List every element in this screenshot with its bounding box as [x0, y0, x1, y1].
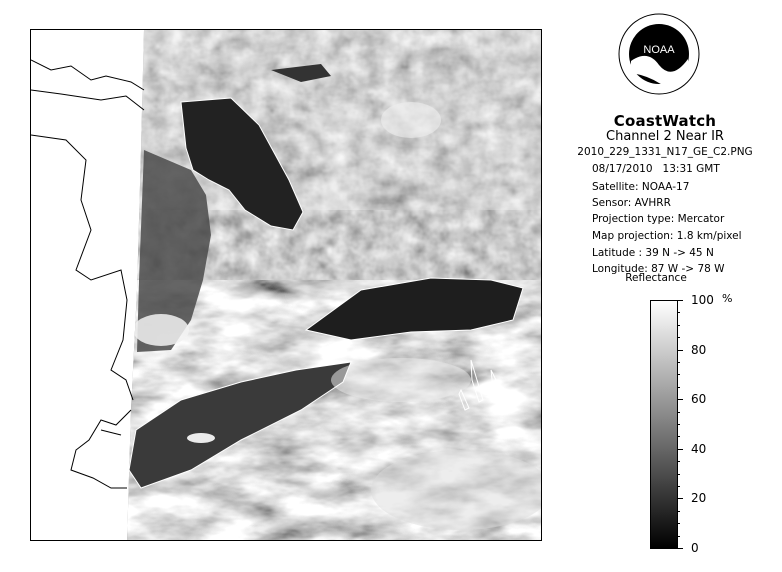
colorbar-minor-tick	[677, 350, 680, 351]
satellite-image-map	[30, 29, 542, 541]
colorbar-minor-tick	[677, 449, 680, 450]
colorbar-minor-tick	[677, 399, 680, 400]
colorbar-unit: %	[722, 292, 733, 305]
colorbar-minor-tick	[677, 436, 680, 437]
colorbar-minor-tick	[677, 523, 680, 524]
colorbar-minor-tick	[677, 325, 680, 326]
colorbar-minor-tick	[677, 536, 680, 537]
satellite-swath	[31, 30, 542, 541]
latitude-range: Latitude : 39 N -> 45 N	[592, 247, 714, 259]
longitude-range: Longitude: 87 W -> 78 W	[592, 263, 725, 275]
colorbar-minor-tick	[677, 337, 680, 338]
colorbar-minor-tick	[677, 498, 680, 499]
colorbar-tick-label: 100	[691, 293, 714, 307]
colorbar-tick-label: 20	[691, 491, 707, 505]
acquisition-date: 08/17/2010	[592, 163, 653, 175]
acquisition-time: 13:31 GMT	[662, 163, 720, 175]
sensor-label: Sensor: AVHRR	[592, 197, 671, 209]
colorbar-tick-label: 80	[691, 343, 707, 357]
brand-title: CoastWatch	[613, 112, 717, 130]
colorbar-minor-tick	[677, 474, 680, 475]
noaa-logo	[618, 13, 700, 95]
colorbar-minor-tick	[677, 486, 680, 487]
colorbar-title: Reflectance	[625, 272, 687, 284]
colorbar-minor-tick	[677, 362, 680, 363]
colorbar-minor-tick	[677, 424, 680, 425]
colorbar-minor-tick	[677, 511, 680, 512]
image-filename: 2010_229_1331_N17_GE_C2.PNG	[577, 146, 753, 158]
left-coastlines	[31, 60, 144, 488]
colorbar-minor-tick	[677, 300, 680, 301]
channel-title: Channel 2 Near IR	[606, 129, 724, 144]
svg-text:NOAA: NOAA	[643, 44, 675, 56]
colorbar-tick-label: 60	[691, 392, 707, 406]
colorbar-minor-tick	[677, 374, 680, 375]
colorbar-minor-tick	[677, 461, 680, 462]
colorbar-minor-tick	[677, 412, 680, 413]
satellite-image	[31, 30, 542, 541]
reflectance-colorbar	[650, 300, 678, 549]
satellite-label: Satellite: NOAA-17	[592, 181, 690, 193]
colorbar-tick-label: 40	[691, 442, 707, 456]
map-projection: Map projection: 1.8 km/pixel	[592, 230, 742, 242]
colorbar-tick-label: 0	[691, 541, 699, 555]
acquisition-datetime	[592, 163, 720, 175]
colorbar-minor-tick	[677, 548, 680, 549]
projection-type: Projection type: Mercator	[592, 213, 725, 225]
colorbar-minor-tick	[677, 312, 680, 313]
colorbar-minor-tick	[677, 387, 680, 388]
